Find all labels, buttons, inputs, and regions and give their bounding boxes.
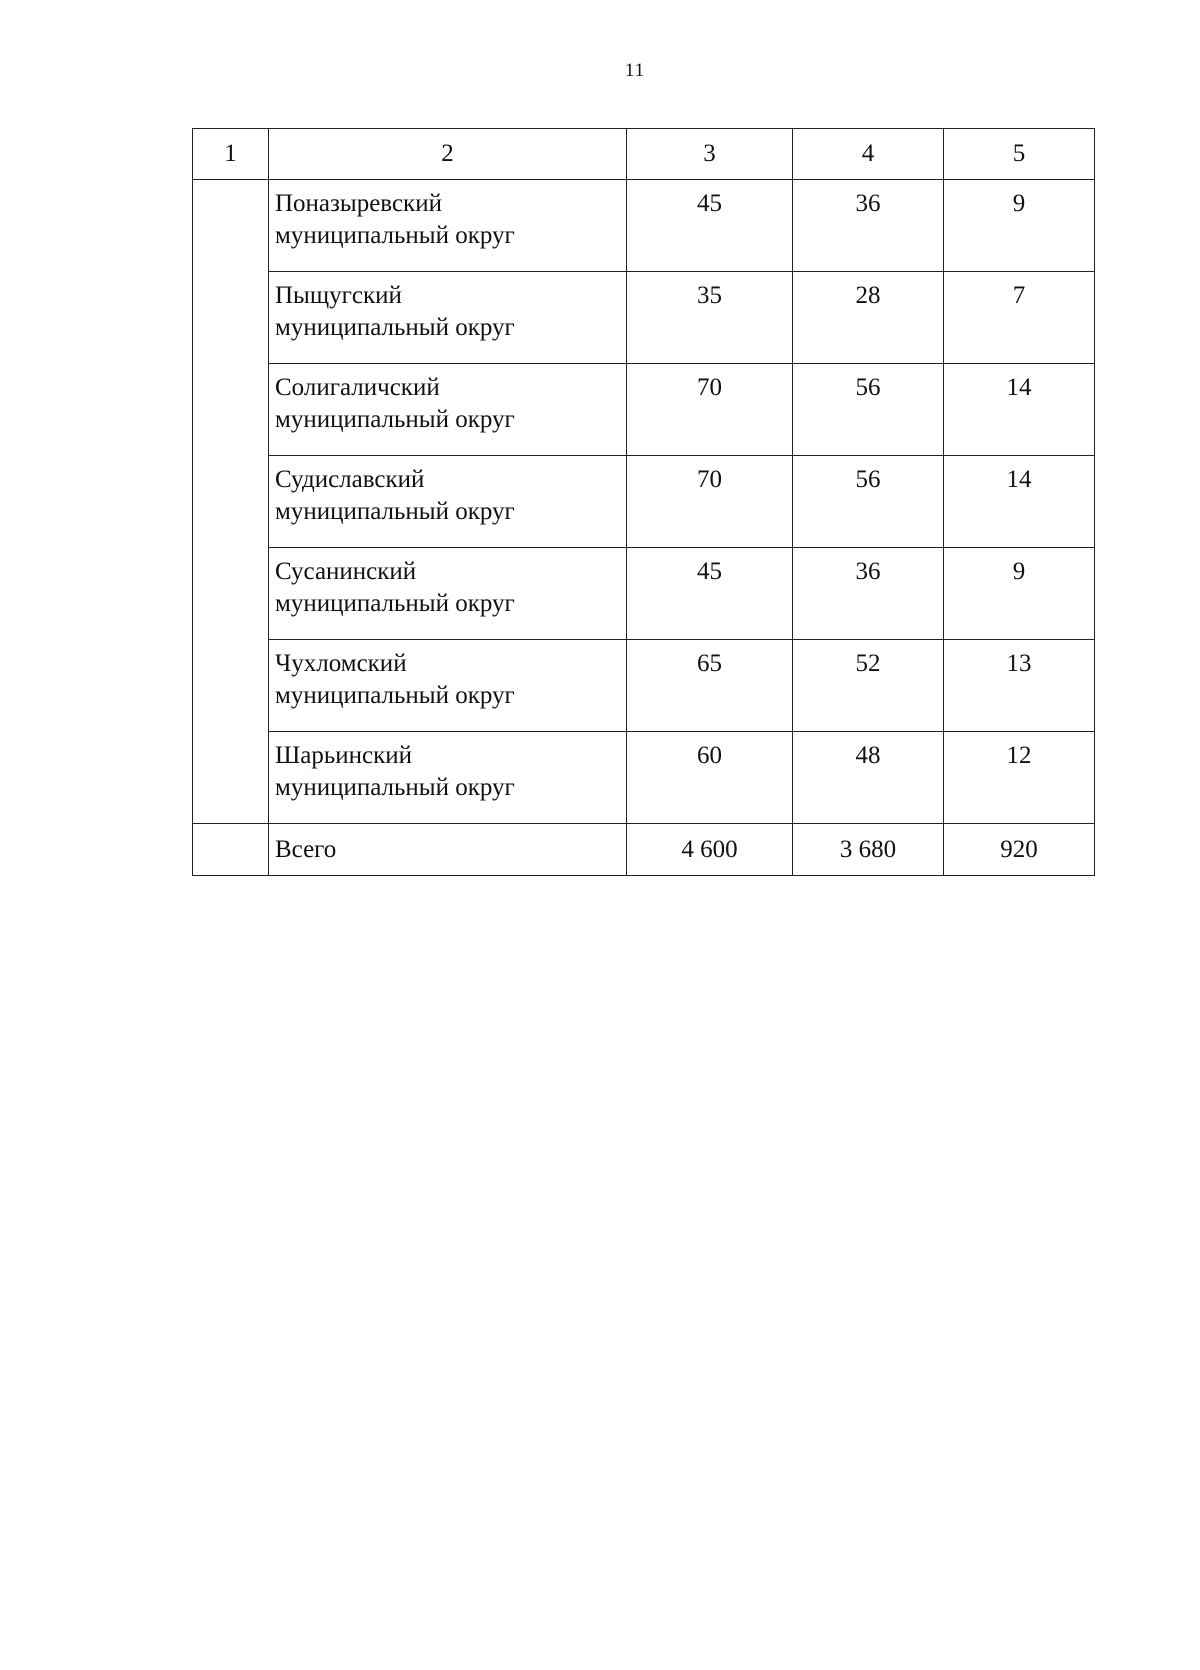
district-name-cell: [269, 732, 627, 824]
value-col-5: 14: [944, 364, 1095, 456]
district-name: Шарьинский: [275, 742, 412, 769]
district-type: муниципальный округ: [275, 314, 515, 341]
column-number-1: 1: [193, 129, 269, 180]
value-col-5: 13: [944, 640, 1095, 732]
district-type: муниципальный округ: [275, 498, 515, 525]
value-col-3: 65: [627, 640, 793, 732]
data-table: [192, 128, 1095, 876]
district-name-cell: [269, 180, 627, 272]
total-index-cell: [193, 824, 269, 876]
value-col-5: 9: [944, 180, 1095, 272]
district-name-cell: [269, 456, 627, 548]
district-type: муниципальный округ: [275, 222, 515, 249]
value-col-3: 45: [627, 548, 793, 640]
value-col-3: 70: [627, 364, 793, 456]
district-type: муниципальный округ: [275, 774, 515, 801]
value-col-4: 48: [793, 732, 944, 824]
value-col-5: 14: [944, 456, 1095, 548]
value-col-3: 45: [627, 180, 793, 272]
total-col-4: 3 680: [793, 824, 944, 876]
total-col-5: 920: [944, 824, 1095, 876]
page-number: 11: [624, 60, 646, 81]
value-col-5: 12: [944, 732, 1095, 824]
value-col-4: 52: [793, 640, 944, 732]
value-col-4: 36: [793, 180, 944, 272]
district-name-cell: [269, 272, 627, 364]
table-row: [193, 272, 1095, 364]
table-header-row: [193, 129, 1095, 180]
district-name: Судиславский: [275, 466, 425, 493]
district-name: Чухломский: [275, 650, 407, 677]
table-row: [193, 180, 1095, 272]
district-name-cell: [269, 364, 627, 456]
table-row: [193, 640, 1095, 732]
total-label: Всего: [269, 824, 627, 876]
column-number-3: 3: [627, 129, 793, 180]
column-number-2: 2: [269, 129, 627, 180]
value-col-5: 7: [944, 272, 1095, 364]
value-col-3: 60: [627, 732, 793, 824]
table-row: [193, 364, 1095, 456]
total-col-3: 4 600: [627, 824, 793, 876]
value-col-4: 36: [793, 548, 944, 640]
value-col-3: 35: [627, 272, 793, 364]
column-number-5: 5: [944, 129, 1095, 180]
district-type: муниципальный округ: [275, 682, 515, 709]
table-row: [193, 732, 1095, 824]
district-name: Пыщугский: [275, 282, 402, 309]
merged-index-cell: [193, 180, 269, 824]
table-row: [193, 548, 1095, 640]
district-name-cell: [269, 640, 627, 732]
value-col-3: 70: [627, 456, 793, 548]
value-col-5: 9: [944, 548, 1095, 640]
district-name: Сусанинский: [275, 558, 417, 585]
district-name: Поназыревский: [275, 190, 442, 217]
district-name: Солигаличский: [275, 374, 440, 401]
column-number-4: 4: [793, 129, 944, 180]
value-col-4: 56: [793, 364, 944, 456]
district-type: муниципальный округ: [275, 406, 515, 433]
value-col-4: 56: [793, 456, 944, 548]
table-row: [193, 456, 1095, 548]
table-total-row: [193, 824, 1095, 876]
district-type: муниципальный округ: [275, 590, 515, 617]
district-name-cell: [269, 548, 627, 640]
value-col-4: 28: [793, 272, 944, 364]
